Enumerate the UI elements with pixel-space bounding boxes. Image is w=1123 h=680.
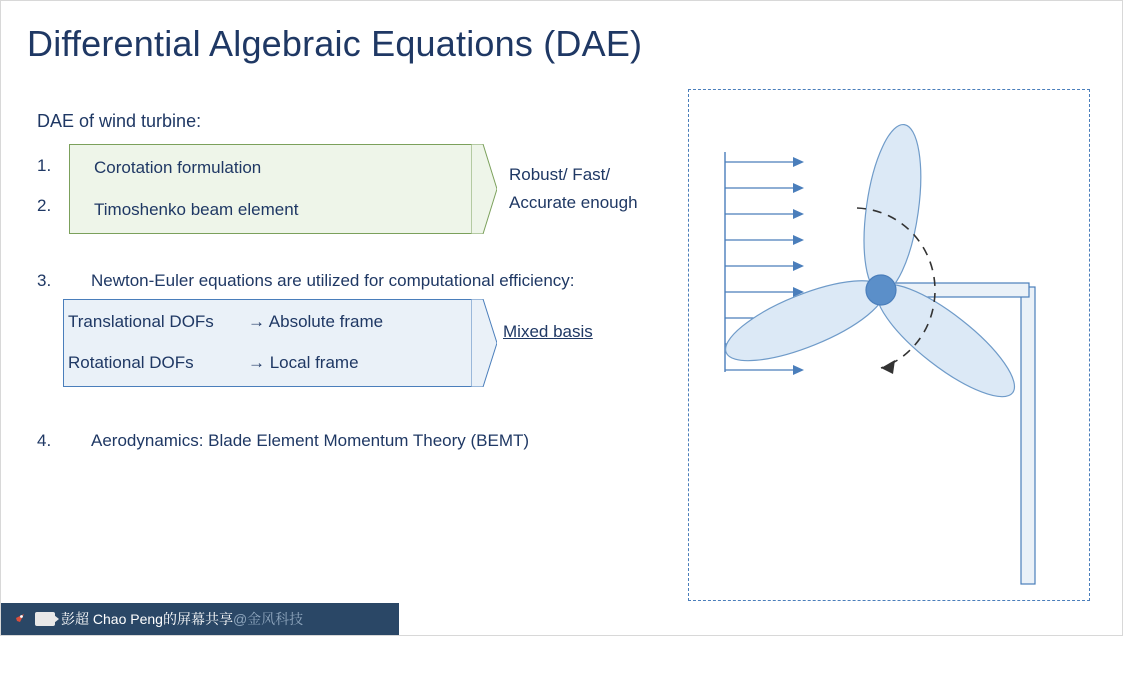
wind-turbine-illustration: [689, 90, 1089, 600]
translational-dofs-frame: → Absolute frame: [248, 312, 384, 331]
subtitle: DAE of wind turbine:: [37, 111, 202, 131]
list-number-3: 3.: [37, 271, 52, 290]
corotation-line-2: Timoshenko beam element: [94, 200, 299, 219]
arrow-right-icon-2: [471, 299, 497, 387]
rotational-dofs-frame: → Local frame: [248, 353, 359, 372]
list-number-4: 4.: [37, 431, 52, 450]
share-org-label: @金风科技: [232, 611, 304, 627]
list-item-4-text: Aerodynamics: Blade Element Momentum Theory (BEMT): [91, 431, 530, 450]
rocket-icon: [9, 609, 29, 629]
screen-share-bar[interactable]: [1, 603, 399, 635]
list-number-2: 2.: [37, 196, 52, 215]
list-number-1: 1.: [37, 156, 52, 175]
share-owner-label: 彭超 Chao Peng的屏幕共享: [61, 611, 233, 627]
turbine-diagram-panel: [688, 89, 1090, 601]
callout-robust-line-1: Robust/ Fast/: [509, 165, 611, 184]
list-item-3-text: Newton-Euler equations are utilized for computational efficiency:: [91, 271, 575, 290]
arrow-right-icon-1: [471, 144, 497, 234]
rotational-dofs-label: Rotational DOFs: [68, 353, 194, 372]
share-status-text: [61, 609, 303, 629]
corotation-box: [69, 144, 473, 234]
camera-icon: [35, 609, 55, 629]
callout-robust-line-2: Accurate enough: [509, 193, 638, 212]
corotation-line-1: Corotation formulation: [94, 158, 262, 177]
mixed-basis-label: Mixed basis: [503, 322, 593, 341]
page-title: Differential Algebraic Equations (DAE): [27, 23, 643, 64]
dofs-box: [63, 299, 473, 387]
translational-dofs-label: Translational DOFs: [68, 312, 214, 331]
callout-robust: [509, 161, 638, 217]
